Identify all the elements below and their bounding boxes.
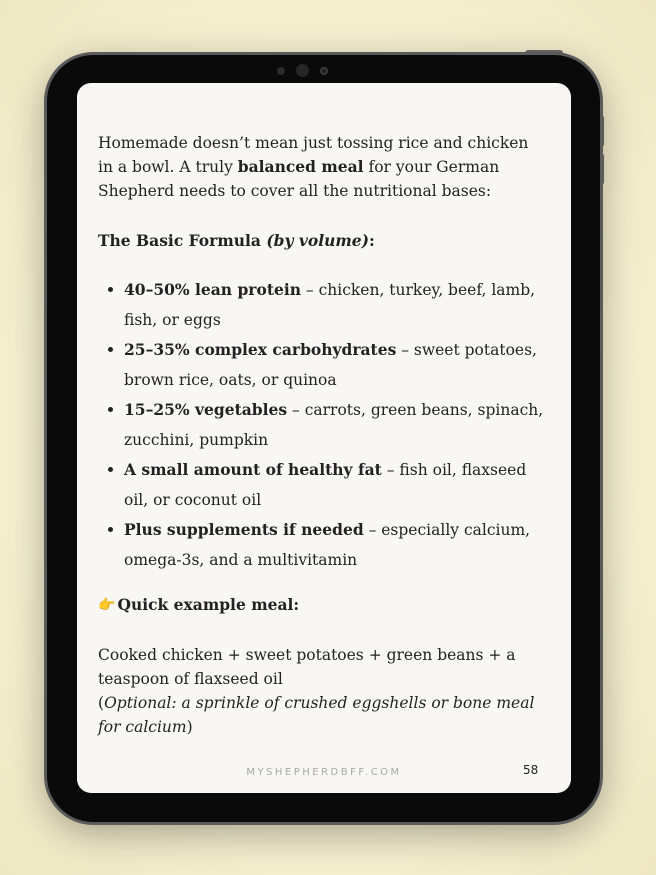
optional-close: ): [186, 718, 193, 736]
page-footer-site: MYSHEPHERDBFF.COM: [246, 767, 402, 778]
list-item-text: – especially calcium, omega-3s, and a multivitamin: [124, 521, 531, 569]
list-item-text: – fish oil, flaxseed oil, or coconut oil: [124, 461, 527, 509]
list-item: [124, 275, 548, 335]
formula-heading: [98, 229, 548, 253]
camera-icon: [296, 64, 309, 77]
quick-example-heading: [98, 593, 548, 617]
example-meal-text: Cooked chicken + sweet potatoes + green beans + a teaspoon of flaxseed oil: [98, 646, 516, 688]
intro-text: Homemade doesn’t mean just tossing rice and chicken in a bowl. A truly: [98, 134, 529, 176]
page-number: 58: [523, 763, 539, 777]
intro-text-end: for your German Shepherd needs to cover all the nutritional bases:: [98, 158, 500, 200]
heading-colon: :: [369, 231, 375, 250]
list-item-text: – chicken, turkey, beef, lamb, fish, or eggs: [124, 281, 536, 329]
volume-up-button: [600, 115, 604, 147]
list-item: [124, 395, 548, 455]
heading-bold: The Basic Formula: [98, 231, 267, 250]
list-item-bold: A small amount of healthy fat: [124, 460, 382, 479]
pointing-hand-icon: 👉: [98, 597, 116, 613]
heading-italic: (by volume): [266, 231, 370, 250]
intro-paragraph: [98, 131, 548, 203]
list-item: [124, 515, 548, 575]
volume-down-button: [600, 153, 604, 185]
sensor-icon: [277, 67, 285, 75]
quick-example-label: Quick example meal:: [117, 595, 300, 614]
formula-list: [98, 275, 548, 575]
list-item-bold: 40–50% lean protein: [124, 280, 301, 299]
sensor-icon: [320, 67, 328, 75]
list-item-bold: 25–35% complex carbohydrates: [124, 340, 397, 359]
ebook-page[interactable]: [77, 83, 571, 793]
intro-bold-text: balanced meal: [237, 157, 364, 176]
list-item: [124, 335, 548, 395]
list-item-text: – sweet potatoes, brown rice, oats, or quinoa: [124, 341, 537, 389]
list-item-bold: 15–25% vegetables: [124, 400, 288, 419]
optional-open: (: [98, 694, 105, 712]
list-item-text: – carrots, green beans, spinach, zucchini, pumpkin: [124, 401, 544, 449]
page-content: [98, 131, 548, 739]
list-item-bold: Plus supplements if needed: [124, 520, 364, 539]
optional-italic-text: Optional: a sprinkle of crushed eggshells or bone meal for calcium: [98, 694, 535, 736]
optional-note: [98, 691, 548, 739]
list-item: [124, 455, 548, 515]
